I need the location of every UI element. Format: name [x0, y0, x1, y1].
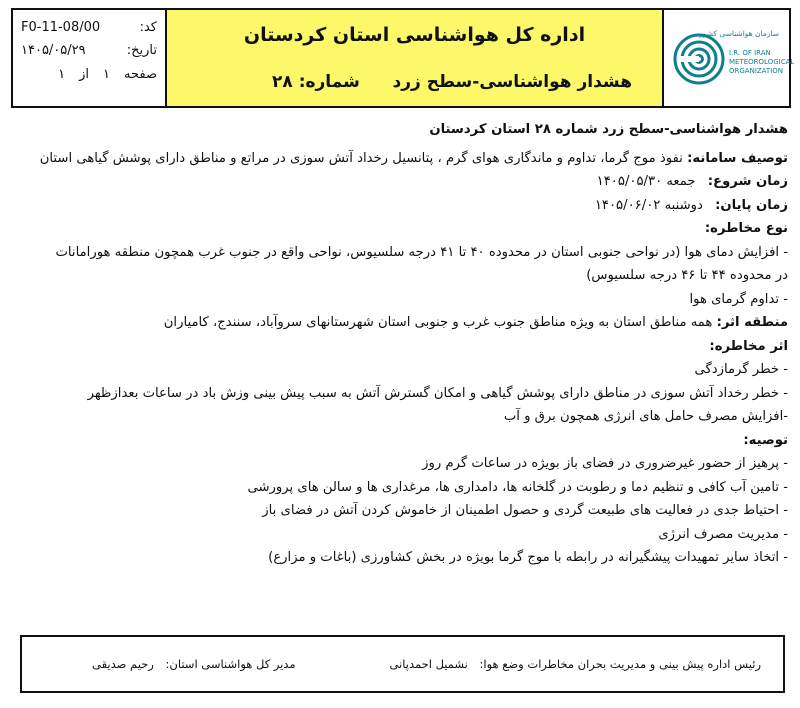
signature-footer [20, 635, 785, 693]
forecast-head-name: نشمیل احمدپانی [389, 657, 468, 671]
director-name: رحیم صدیقی [92, 657, 154, 671]
end-label: زمان پایان: [715, 197, 788, 213]
end-text: دوشنبه ۱۴۰۵/۰۶/۰۲ [594, 197, 703, 213]
hazard-line: - تداوم گرمای هوا [689, 291, 788, 307]
warning-body [12, 118, 788, 570]
svg-text:I.R. OF IRAN: I.R. OF IRAN [728, 49, 771, 57]
code-row [21, 16, 157, 39]
region-text: همه مناطق استان به ویژه مناطق جنوب غرب و جنوبی استان شهرستانهای سروآباد، سنندج، کامیاران [163, 315, 713, 330]
effect-item: -افزایش مصرف حامل های انرژی همچون برق و آب [503, 409, 788, 424]
page-of: از [79, 66, 90, 82]
recommendation-item: - پرهیز از حضور غیرضروری در فضای باز بویژه در ساعات گرم روز [422, 456, 788, 471]
forecast-head-label: رئیس اداره پیش بینی و مدیریت بحران مخاطرات وضع هوا: [479, 657, 761, 671]
svg-text:ORGANIZATION: ORGANIZATION [728, 67, 783, 75]
effects-label: اثر مخاطره: [709, 338, 788, 354]
office-title: اداره کل هواشناسی استان کردستان [243, 24, 586, 46]
start-line [12, 170, 788, 194]
recommendation-item: - تامین آب کافی و تنظیم دما و رطوبت در گلخانه ها، دامداری ها، مرغداری ها و سالن های پرورشی [247, 479, 788, 495]
description-text: نفوذ موج گرما، تداوم و ماندگاری هوای گرم ، پتانسیل رخداد آتش سوزی در مراتع و مناطق دارای پوشش گیاهی استان [39, 150, 683, 166]
page-row [21, 62, 157, 86]
description-label: توصیف سامانه: [687, 150, 788, 166]
svg-text:METEOROLOGICAL: METEOROLOGICAL [728, 58, 794, 66]
hazard-line: - افزایش دمای هوا (در نواحی جنوبی استان در محدوده ۴۰ تا ۴۱ درجه سلسیوس، نواحی واقع در جنوب غرب همچون منطقه هورامانات [55, 244, 788, 260]
page-total: ۱ [58, 66, 66, 82]
meteorological-organization-logo-icon [671, 23, 794, 93]
logo-cell [662, 10, 794, 106]
director-signature [92, 657, 296, 671]
effect-item: - خطر گرمازدگی [694, 362, 788, 377]
date-row [21, 39, 157, 62]
page-current: ۱ [103, 66, 111, 82]
warning-level-title: هشدار هواشناسی-سطح زرد [392, 72, 632, 92]
code-cell [13, 10, 165, 106]
region-label: منطقه اثر: [716, 315, 788, 330]
code-value: F0-11-08/00 [21, 20, 101, 35]
code-label: کد: [139, 20, 157, 35]
warning-number-label: شماره: [298, 72, 360, 92]
description-line [12, 147, 788, 171]
warning-number-value: ۲۸ [272, 72, 293, 92]
effect-item: - خطر رخداد آتش سوزی در مناطق دارای پوشش گیاهی و امکان گسترش آتش به سبب پیش بینی وزش باد در ساعات بعدازظهر [87, 385, 788, 401]
recommendation-item: - احتیاط جدی در فعالیت های طبیعت گردی و حصول اطمینان از خاموش کردن آتش در فضای باز [262, 503, 788, 518]
warning-heading: هشدار هواشناسی-سطح زرد شماره ۲۸ استان کردستان [429, 122, 788, 137]
date-value: ۱۴۰۵/۰۵/۲۹ [21, 43, 86, 58]
warning-number [272, 72, 360, 92]
title-cell [165, 10, 662, 106]
recommendation-item: - مدیریت مصرف انرژی [658, 526, 788, 542]
start-label: زمان شروع: [707, 174, 788, 189]
document-header [11, 8, 794, 108]
recommendation-item: - اتخاذ سایر تمهیدات پیشگیرانه در رابطه با موج گرما بویژه در بخش کشاورزی (باغات و مزارع) [268, 550, 788, 565]
forecast-head-signature [389, 657, 761, 671]
director-label: مدیر کل هواشناسی استان: [165, 657, 296, 671]
hazard-line: در محدوده ۴۴ تا ۴۶ درجه سلسیوس) [586, 268, 788, 283]
recommendations-label: توصیه: [743, 432, 788, 448]
end-line [12, 194, 788, 218]
region-line [12, 311, 788, 335]
date-label: تاریخ: [126, 43, 157, 58]
start-text: جمعه ۱۴۰۵/۰۵/۳۰ [596, 174, 696, 189]
hazard-type-label: نوع مخاطره: [704, 221, 788, 236]
page-label: صفحه [124, 66, 157, 82]
svg-text:سازمان هواشناسی کشور: سازمان هواشناسی کشور [698, 29, 779, 38]
